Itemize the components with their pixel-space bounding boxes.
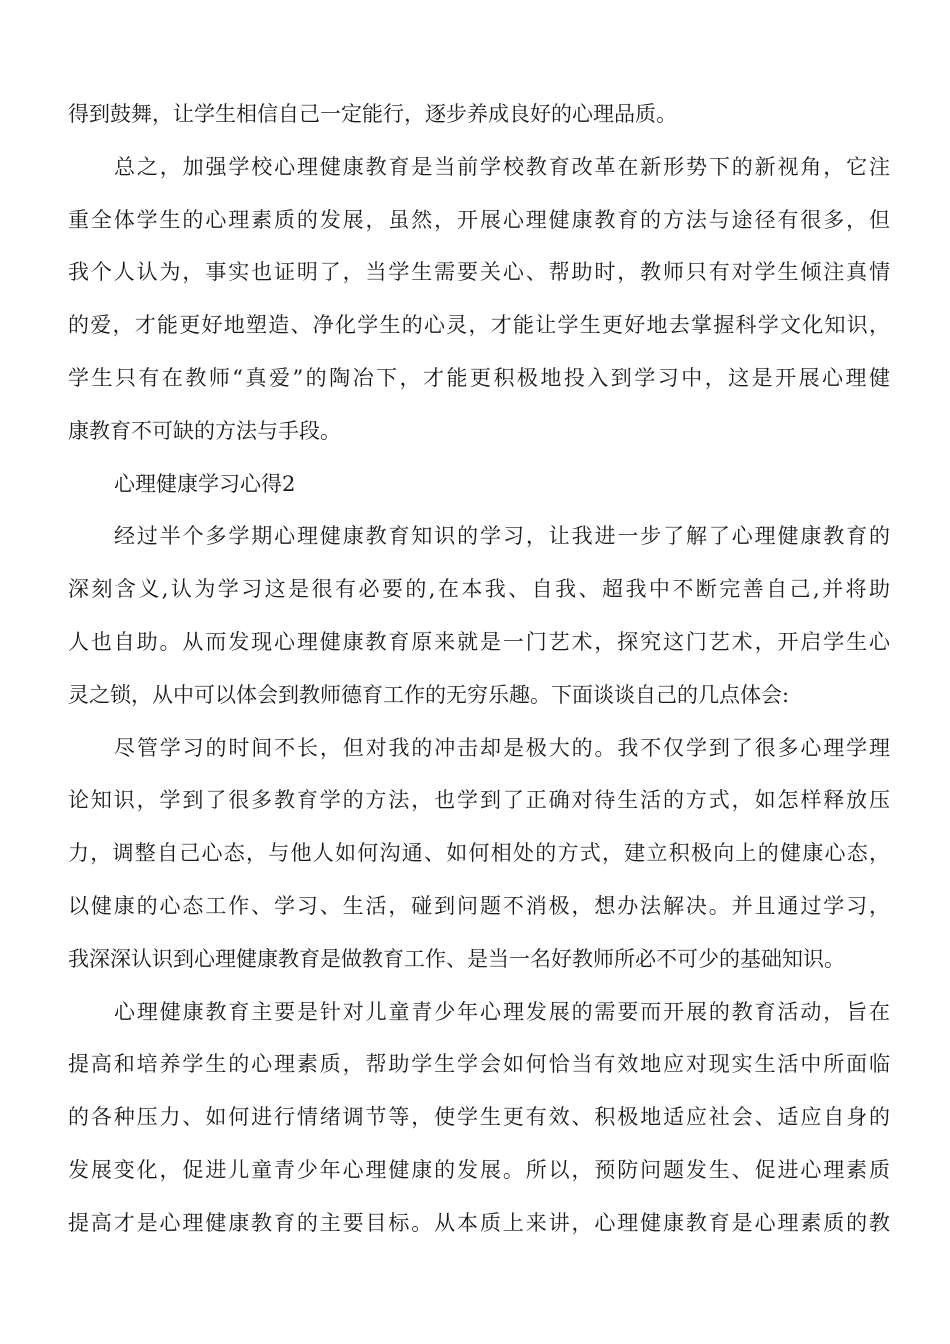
text-line: 尽管学习的时间不长，但对我的冲击却是极大的。我不仅学到了很多心理学理 xyxy=(114,735,890,760)
text-line: 灵之锁，从中可以体会到教师德育工作的无穷乐趣。下面谈谈自己的几点体会: xyxy=(68,682,790,707)
section-heading: 心理健康学习心得2 xyxy=(114,471,296,496)
text-line: 深刻含义,认为学习这是很有必要的,在本我、自我、超我中不断完善自己,并将助 xyxy=(68,577,890,602)
text-line: 学生只有在教师“真爱”的陶冶下，才能更积极地投入到学习中，这是开展心理健 xyxy=(68,365,890,390)
text-line: 发展变化，促进儿童青少年心理健康的发展。所以，预防问题发生、促进心理素质 xyxy=(68,1157,890,1182)
text-line: 重全体学生的心理素质的发展，虽然，开展心理健康教育的方法与途径有很多，但 xyxy=(68,207,890,232)
text-line: 我个人认为，事实也证明了，当学生需要关心、帮助时，教师只有对学生倾注真情 xyxy=(68,260,890,285)
text-line: 我深深认识到心理健康教育是做教育工作、是当一名好教师所必不可少的基础知识。 xyxy=(68,946,845,971)
text-line: 人也自助。从而发现心理健康教育原来就是一门艺术，探究这门艺术，开启学生心 xyxy=(68,629,890,654)
text-line: 经过半个多学期心理健康教育知识的学习，让我进一步了解了心理健康教育的 xyxy=(114,524,890,549)
text-line: 心理健康教育主要是针对儿童青少年心理发展的需要而开展的教育活动，旨在 xyxy=(114,999,890,1024)
text-line: 提高才是心理健康教育的主要目标。从本质上来讲，心理健康教育是心理素质的教 xyxy=(68,1210,890,1235)
text-line: 力，调整自己心态，与他人如何沟通、如何相处的方式，建立积极向上的健康心态， xyxy=(68,841,890,866)
text-line: 以健康的心态工作、学习、生活，碰到问题不消极，想办法解决。并且通过学习， xyxy=(68,893,890,918)
text-line: 提高和培养学生的心理素质，帮助学生学会如何恰当有效地应对现实生活中所面临 xyxy=(68,1052,890,1077)
text-line: 总之，加强学校心理健康教育是当前学校教育改革在新形势下的新视角，它注 xyxy=(114,154,890,179)
text-line: 得到鼓舞，让学生相信自己一定能行，逐步养成良好的心理品质。 xyxy=(68,102,677,126)
document-page xyxy=(68,88,890,1250)
text-line: 的各种压力、如何进行情绪调节等，使学生更有效、积极地适应社会、适应自身的 xyxy=(68,1105,890,1130)
text-line: 论知识，学到了很多教育学的方法，也学到了正确对待生活的方式，如怎样释放压 xyxy=(68,788,890,813)
text-line: 的爱，才能更好地塑造、净化学生的心灵，才能让学生更好地去掌握科学文化知识， xyxy=(68,313,890,338)
text-line: 康教育不可缺的方法与手段。 xyxy=(68,418,341,443)
